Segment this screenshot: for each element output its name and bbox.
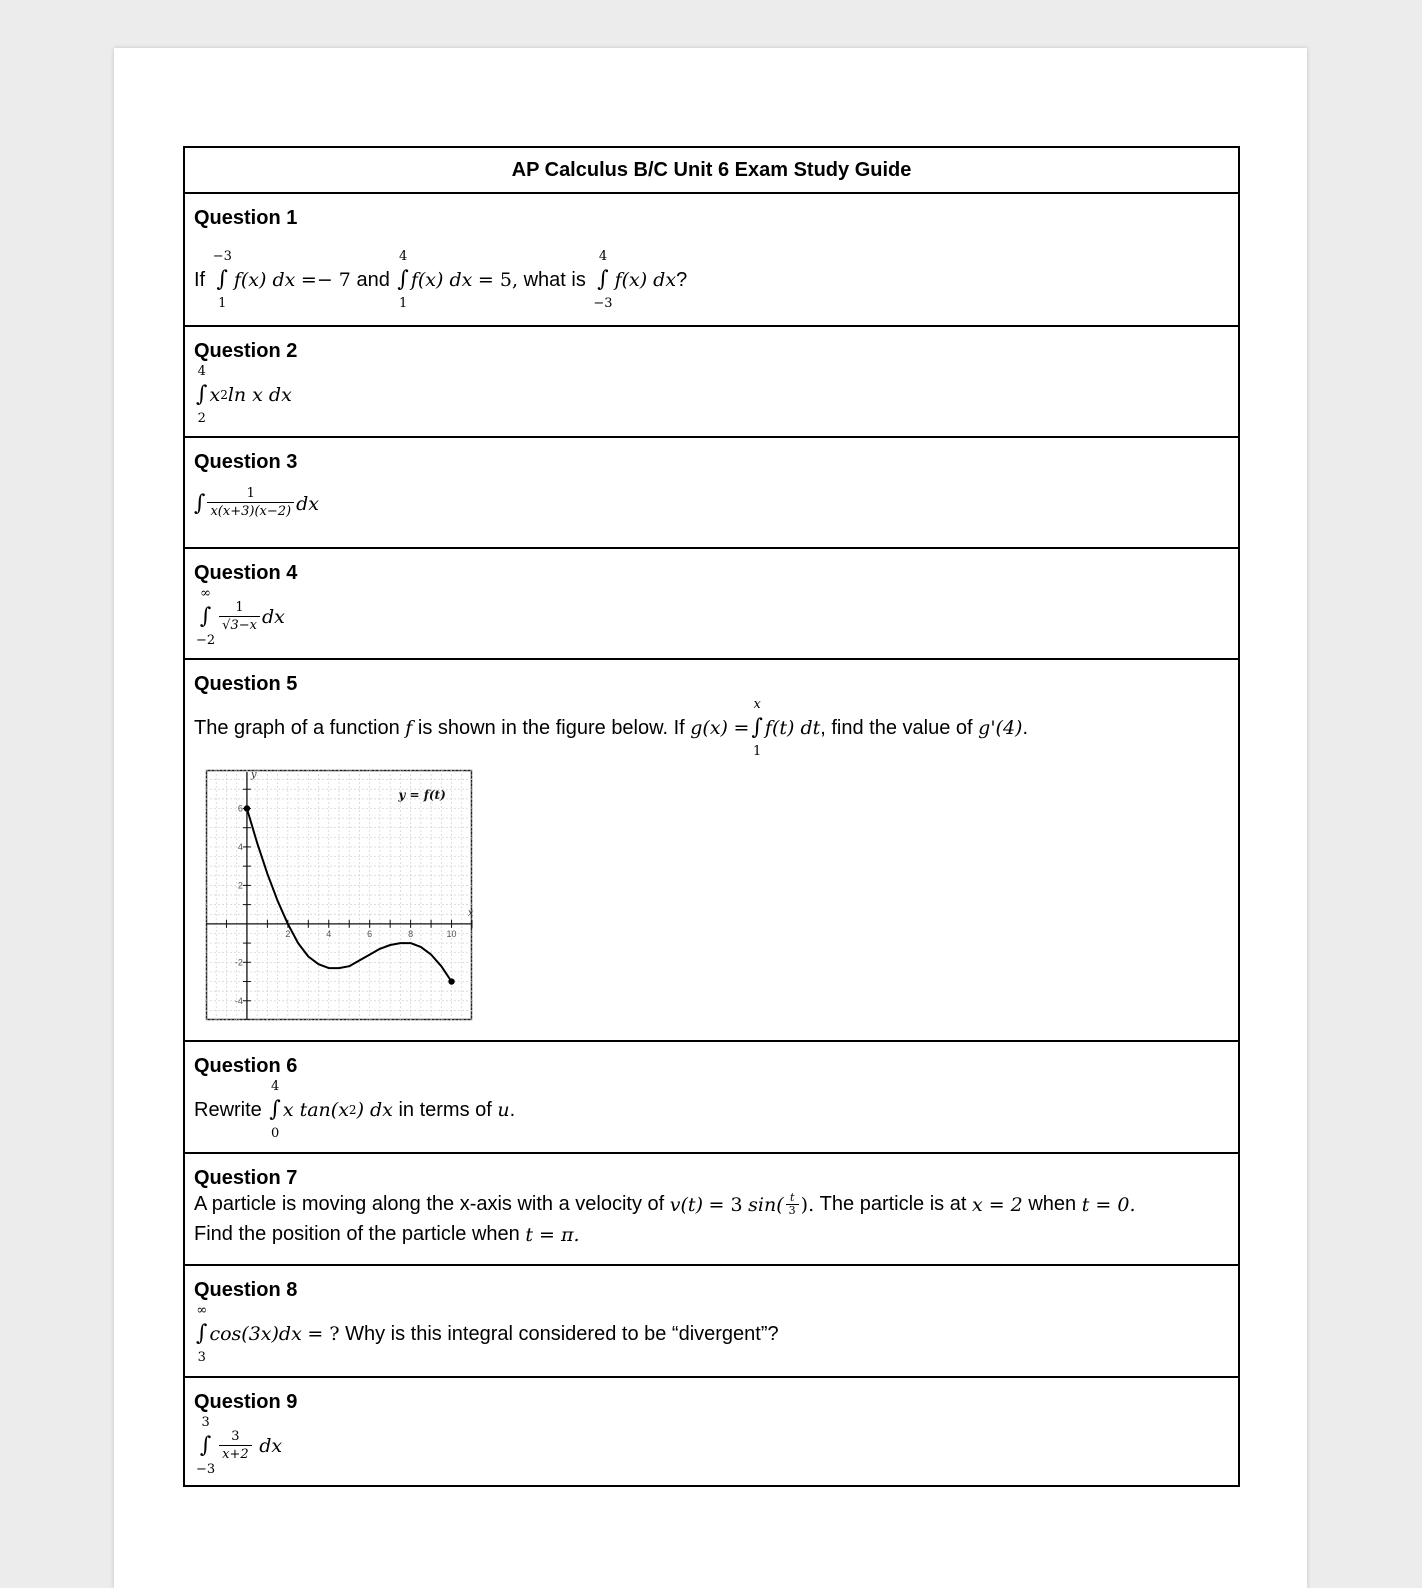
- q7-vt: v(t): [669, 1193, 703, 1216]
- q4-dx: dx: [261, 606, 285, 628]
- q6-u: u: [497, 1099, 510, 1121]
- y-tick-label: 2: [237, 880, 243, 891]
- y-axis-label: y: [250, 769, 257, 781]
- q1-eq-1: =− 7: [300, 269, 351, 291]
- q5-eq: =: [733, 717, 750, 739]
- question-6-heading: Question 6: [194, 1055, 298, 1077]
- question-8-cell: [184, 1265, 1239, 1377]
- q2-lower: 2: [197, 411, 206, 426]
- q5-integral: x ∫ 1: [751, 697, 763, 759]
- q7-eq: = 3: [708, 1193, 743, 1216]
- q1-int3-upper: 4: [598, 249, 608, 264]
- question-4-cell: [184, 548, 1239, 659]
- q2-exponent: 2: [220, 388, 228, 402]
- q8-eq: = ?: [307, 1323, 340, 1345]
- question-1-heading: Question 1: [194, 207, 298, 229]
- question-9-body: [194, 1416, 1238, 1476]
- q1-integral-1: −3 ∫ 1: [212, 249, 232, 311]
- graph-svg: [206, 770, 472, 1020]
- q3-numerator: 1: [246, 486, 255, 501]
- q1-int2-lower: 1: [398, 296, 408, 311]
- study-guide-table: [183, 146, 1240, 1487]
- q1-integrand-2: f(x) dx: [410, 269, 473, 291]
- q1-text-if: If: [194, 268, 206, 291]
- table-title: AP Calculus B/C Unit 6 Exam Study Guide: [184, 147, 1239, 193]
- q7-when: when: [1028, 1193, 1077, 1215]
- q7-line-2-text: Find the position of the particle when: [194, 1223, 520, 1245]
- q6-exponent: 2: [348, 1103, 357, 1117]
- x-tick-label: 4: [326, 928, 332, 939]
- q2-rest: ln x dx: [227, 384, 292, 406]
- q1-eq-2: = 5,: [477, 269, 519, 291]
- q9-upper: 3: [201, 1415, 210, 1430]
- q5-upper: x: [753, 697, 761, 712]
- question-9-cell: [184, 1377, 1239, 1486]
- q8-text: Why is this integral considered to be “divergent”?: [345, 1322, 779, 1345]
- q7-tpi: t = π.: [525, 1223, 580, 1246]
- q8-expr: cos(3x)dx: [209, 1323, 302, 1345]
- q7-close: ).: [800, 1193, 815, 1216]
- x-axis-label: x: [467, 907, 474, 919]
- q1-int2-upper: 4: [398, 249, 408, 264]
- question-3-body: ∫ $\frac{1}{x(x+3)(x-2)}$ dx: [194, 486, 319, 519]
- question-2-cell: [184, 326, 1239, 437]
- q1-integral-2: 4 ∫ 1: [397, 249, 409, 311]
- q4-integral: ∞ ∫ −2: [196, 586, 216, 648]
- q8-upper: ∞: [196, 1303, 208, 1318]
- q5-text-1: The graph of a function: [194, 716, 400, 739]
- q9-numerator: 3: [231, 1428, 240, 1444]
- q1-int3-lower: −3: [593, 296, 613, 311]
- q9-lower: −3: [196, 1462, 216, 1477]
- q5-period: .: [1022, 716, 1029, 739]
- q4-denominator: √3−x: [219, 616, 260, 635]
- question-7-cell: [184, 1153, 1239, 1265]
- question-3-heading: Question 3: [194, 451, 298, 473]
- q2-upper: 4: [197, 364, 206, 379]
- q9-fraction: [219, 1429, 252, 1464]
- question-9-heading: Question 9: [194, 1391, 298, 1413]
- y-tick-label: 6: [237, 803, 243, 814]
- question-5-body: [194, 698, 1238, 758]
- question-7-heading: Question 7: [194, 1167, 298, 1189]
- x-tick-label: 2: [285, 928, 291, 939]
- q9-dx: dx: [259, 1435, 283, 1457]
- q6-expr-2: ) dx: [356, 1099, 393, 1121]
- question-8-heading: Question 8: [194, 1279, 298, 1301]
- q1-text-and: and: [356, 268, 390, 291]
- q8-lower: 3: [197, 1350, 206, 1365]
- question-8-body: [194, 1304, 1238, 1364]
- q6-upper: 4: [270, 1079, 280, 1094]
- q6-text: in terms of: [398, 1098, 492, 1121]
- q4-lower: −2: [196, 633, 216, 648]
- q6-integral: 4 ∫ 0: [269, 1079, 281, 1141]
- q8-integral: ∞ ∫ 3: [196, 1303, 208, 1365]
- y-tick-label: -4: [234, 995, 243, 1006]
- q1-question-mark: ?: [676, 268, 688, 291]
- q5-integrand: f(t) dt: [764, 717, 821, 739]
- q6-lower: 0: [270, 1126, 280, 1141]
- q5-lower: 1: [753, 744, 762, 759]
- q1-integrand-3: f(x) dx: [614, 269, 677, 291]
- q3-dx: dx: [296, 492, 319, 515]
- q7-t0: t = 0.: [1081, 1193, 1136, 1216]
- q4-numerator: 1: [235, 599, 244, 615]
- q2-integral: 4 ∫ 2: [196, 364, 208, 426]
- endpoint-dot: [448, 978, 454, 984]
- document-page: [114, 48, 1307, 1588]
- question-2-body: [194, 365, 1238, 425]
- q5-f: f: [405, 717, 413, 739]
- q5-gx: g(x): [690, 717, 728, 739]
- q1-integrand-1: f(x) dx: [233, 269, 296, 291]
- q7-text-2: The particle is at: [819, 1193, 967, 1215]
- q2-base: x: [209, 384, 221, 406]
- question-2-heading: Question 2: [194, 340, 298, 362]
- x-tick-label: 8: [408, 928, 414, 939]
- endpoint-dot: [244, 805, 250, 811]
- question-1-cell: [184, 193, 1239, 326]
- question-4-body: [194, 587, 1238, 647]
- q5-text-3: , find the value of: [820, 716, 973, 739]
- q5-gprime: g'(4): [978, 717, 1023, 739]
- y-tick-label: 4: [237, 841, 243, 852]
- question-3-cell: [184, 437, 1239, 548]
- question-4-heading: Question 4: [194, 562, 298, 584]
- question-7-line-2: [194, 1223, 1238, 1246]
- q7-sin: sin(: [748, 1193, 784, 1216]
- q7-frac-num: t: [789, 1191, 795, 1204]
- function-graph: [206, 770, 472, 1020]
- q6-expr-1: x tan(x: [282, 1099, 349, 1121]
- q1-text-what-is: what is: [523, 268, 586, 291]
- q1-int1-upper: −3: [212, 249, 232, 264]
- q7-frac-den: 3: [786, 1204, 799, 1217]
- q7-fraction: [786, 1192, 799, 1217]
- x-tick-label: 6: [367, 928, 373, 939]
- question-1-body: [194, 250, 1238, 310]
- q3-fraction: [207, 486, 294, 521]
- q5-text-2: is shown in the figure below. If: [417, 716, 685, 739]
- q3-denominator: x(x+3)(x−2): [207, 502, 294, 521]
- q6-period: .: [509, 1098, 516, 1121]
- q7-x2: x = 2: [971, 1193, 1023, 1216]
- question-5-heading: Question 5: [194, 673, 298, 695]
- q4-fraction: [219, 600, 260, 635]
- question-5-cell: [184, 659, 1239, 1041]
- q9-integral: 3 ∫ −3: [196, 1415, 216, 1477]
- q4-upper: ∞: [200, 586, 211, 601]
- graph-title-label: y = f(t): [398, 787, 446, 802]
- q1-integral-3: 4 ∫ −3: [593, 249, 613, 311]
- q1-int1-lower: 1: [218, 296, 227, 311]
- question-6-body: [194, 1080, 1238, 1140]
- question-6-cell: [184, 1041, 1239, 1153]
- q7-text-1: A particle is moving along the x-axis with a velocity of: [194, 1193, 665, 1215]
- x-tick-label: 10: [446, 928, 457, 939]
- q6-rewrite: Rewrite: [194, 1098, 262, 1121]
- q9-denominator: x+2: [219, 1445, 252, 1464]
- y-tick-label: -2: [234, 957, 243, 968]
- question-7-line-1: [194, 1192, 1238, 1217]
